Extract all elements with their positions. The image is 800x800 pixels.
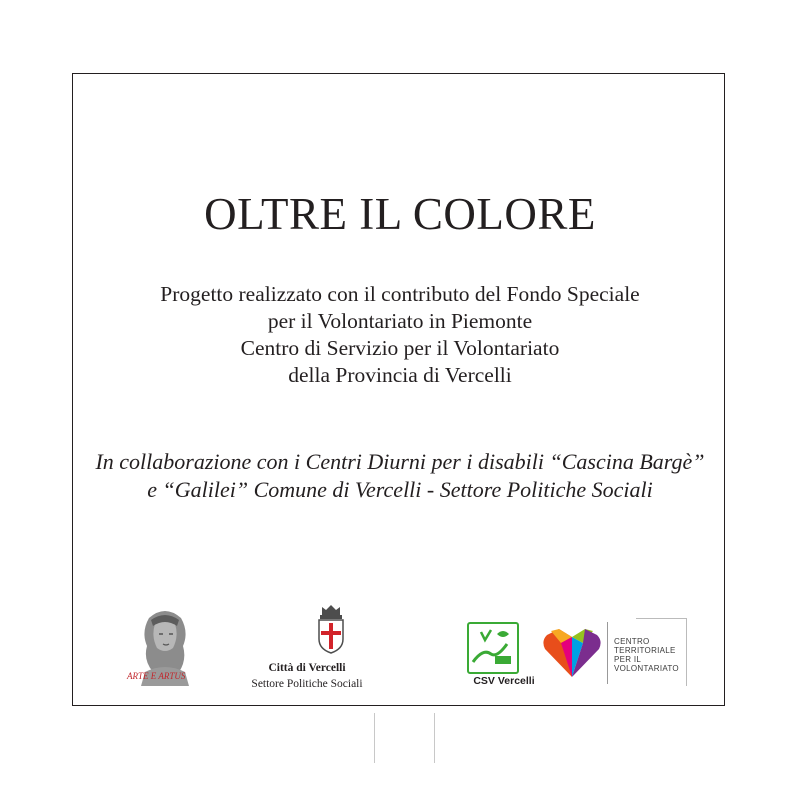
citta-department: Settore Politiche Sociali: [251, 678, 363, 690]
ctv-box-edge: [636, 618, 687, 619]
ctv-line-2: TERRITORIALE: [614, 646, 676, 655]
csv-label: CSV Vercelli: [473, 675, 535, 687]
collaboration-line-1: In collaborazione con i Centri Diurni per i disabili “Cascina Bargè”: [95, 449, 705, 474]
csv-vercelli-logo: [467, 622, 519, 679]
project-line-1: Progetto realizzato con il contributo del Fondo Speciale: [160, 282, 640, 306]
project-line-2: per il Volontariato in Piemonte: [267, 309, 533, 333]
ctv-divider: [607, 622, 608, 684]
ctv-box-edge: [686, 618, 687, 686]
ctv-heart-logo: [541, 627, 603, 684]
vercelli-coat-of-arms-icon: [316, 603, 346, 660]
fold-guide: [374, 713, 435, 763]
ctv-line-1: CENTRO: [614, 637, 650, 646]
project-line-4: della Provincia di Vercelli: [288, 363, 512, 387]
arte-logo: [123, 606, 208, 693]
document-title: OLTRE IL COLORE: [204, 189, 596, 239]
arte-logo-lettering: ARTE E ARTUS: [127, 671, 186, 681]
project-line-3: Centro di Servizio per il Volontariato: [240, 336, 560, 360]
collaboration-line-2: e “Galilei” Comune di Vercelli - Settore Politiche Sociali: [147, 477, 653, 502]
ctv-text: [614, 637, 679, 673]
ctv-line-3: PER IL: [614, 655, 642, 664]
ctv-line-4: VOLONTARIATO: [614, 664, 679, 673]
citta-name: Città di Vercelli: [268, 662, 346, 674]
